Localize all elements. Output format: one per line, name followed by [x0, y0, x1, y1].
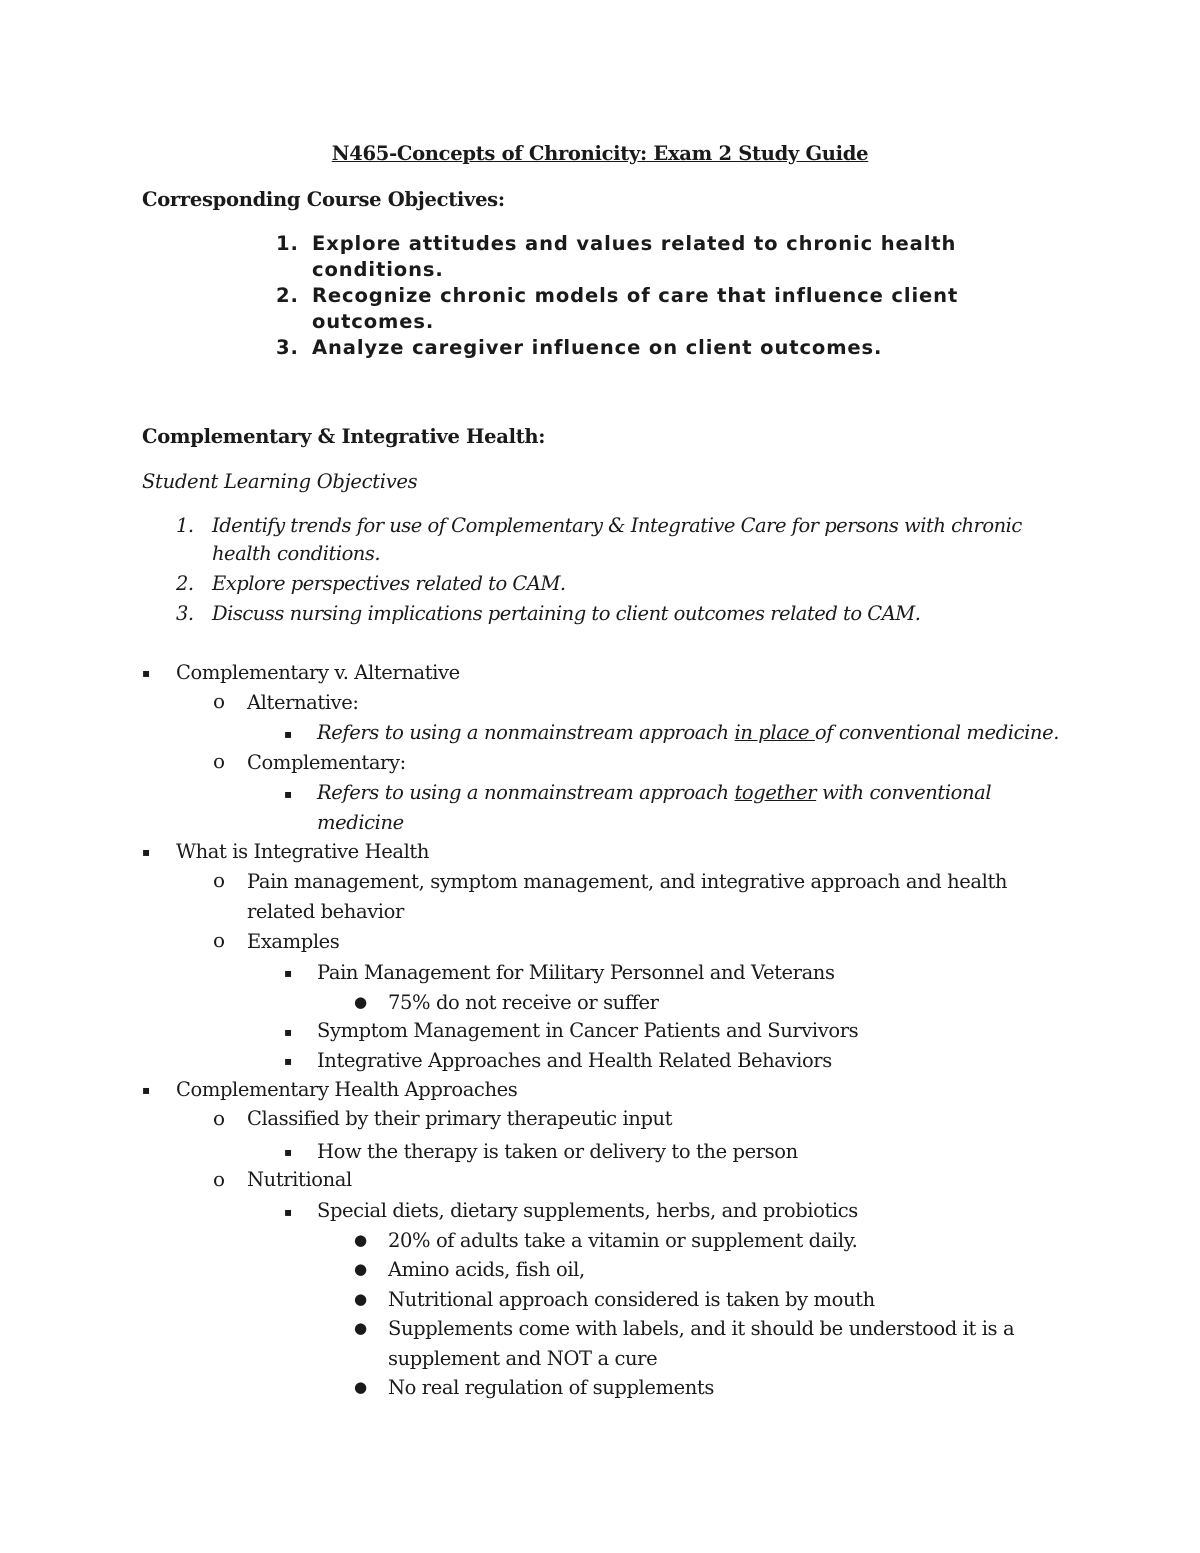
square-bullet-icon: ▪	[284, 966, 293, 980]
list-item: Classified by their primary therapeutic input	[247, 1107, 673, 1130]
square-bullet-icon: ▪	[142, 1083, 151, 1097]
circle-bullet-icon: o	[213, 749, 226, 773]
list-item: No real regulation of supplements	[388, 1376, 714, 1399]
square-bullet-icon: ▪	[284, 1054, 293, 1068]
list-item: 75% do not receive or suffer	[388, 991, 659, 1014]
square-bullet-icon: ▪	[284, 1145, 293, 1159]
circle-bullet-icon: o	[213, 1167, 226, 1191]
list-item: 20% of adults take a vitamin or supplement daily.	[388, 1229, 858, 1252]
list-item: Amino acids, fish oil,	[388, 1258, 585, 1281]
list-item: Refers to using a nonmainstream approach in place of conventional medicine.	[317, 721, 1060, 744]
document-title: N465-Concepts of Chronicity: Exam 2 Study Guide	[331, 142, 869, 165]
list-item: 1. Identify trends for use of Complementary & Integrative Care for persons with chronic health conditions.	[176, 514, 1022, 565]
list-item: Supplements come with labels, and it should be understood it is a supplement and NOT a cure	[388, 1317, 1015, 1370]
course-objectives-list	[276, 231, 996, 361]
list-item: Nutritional approach considered is taken by mouth	[388, 1288, 875, 1311]
circle-bullet-icon: o	[213, 1106, 226, 1130]
list-item: Refers to using a nonmainstream approach together with conventional medicine	[317, 781, 992, 834]
circle-bullet-icon: o	[213, 689, 226, 713]
circle-bullet-icon: o	[213, 868, 226, 892]
dot-bullet-icon: ●	[354, 1231, 368, 1249]
dot-bullet-icon: ●	[354, 1290, 368, 1308]
circle-bullet-icon: o	[213, 928, 226, 952]
slo-heading: Student Learning Objectives	[142, 470, 418, 493]
list-item: Special diets, dietary supplements, herbs, and probiotics	[317, 1199, 858, 1222]
slo-list	[176, 512, 1056, 630]
list-item: Pain Management for Military Personnel and Veterans	[317, 961, 835, 984]
list-item: 3. Analyze caregiver influence on client outcomes.	[276, 336, 883, 359]
list-item: Nutritional	[247, 1168, 352, 1191]
list-item: What is Integrative Health	[176, 840, 430, 863]
dot-bullet-icon: ●	[354, 1260, 368, 1278]
square-bullet-icon: ▪	[284, 727, 293, 741]
list-item: Alternative:	[247, 691, 359, 714]
list-item: 1. Explore attitudes and values related to chronic health conditions.	[276, 232, 957, 281]
list-item: Complementary:	[247, 751, 406, 774]
list-item: 3. Discuss nursing implications pertaining to client outcomes related to CAM.	[176, 602, 921, 625]
square-bullet-icon: ▪	[142, 845, 151, 859]
course-objectives-heading: Corresponding Course Objectives:	[142, 188, 505, 211]
list-item: Examples	[247, 930, 340, 953]
list-item: Pain management, symptom management, and integrative approach and health related behavior	[247, 870, 1008, 923]
section-heading: Complementary & Integrative Health:	[142, 425, 546, 448]
list-item: 2. Recognize chronic models of care that influence client outcomes.	[276, 284, 959, 333]
list-item: 2. Explore perspectives related to CAM.	[176, 572, 566, 595]
list-item: Symptom Management in Cancer Patients and Survivors	[317, 1019, 859, 1042]
square-bullet-icon: ▪	[284, 1025, 293, 1039]
list-item: How the therapy is taken or delivery to the person	[317, 1140, 798, 1163]
dot-bullet-icon: ●	[354, 993, 368, 1011]
list-item: Complementary Health Approaches	[176, 1078, 518, 1101]
dot-bullet-icon: ●	[354, 1378, 368, 1396]
list-item: Complementary v. Alternative	[176, 661, 460, 684]
square-bullet-icon: ▪	[284, 787, 293, 801]
square-bullet-icon: ▪	[142, 666, 151, 680]
list-item: Integrative Approaches and Health Related Behaviors	[317, 1049, 832, 1072]
dot-bullet-icon: ●	[354, 1319, 368, 1337]
square-bullet-icon: ▪	[284, 1205, 293, 1219]
